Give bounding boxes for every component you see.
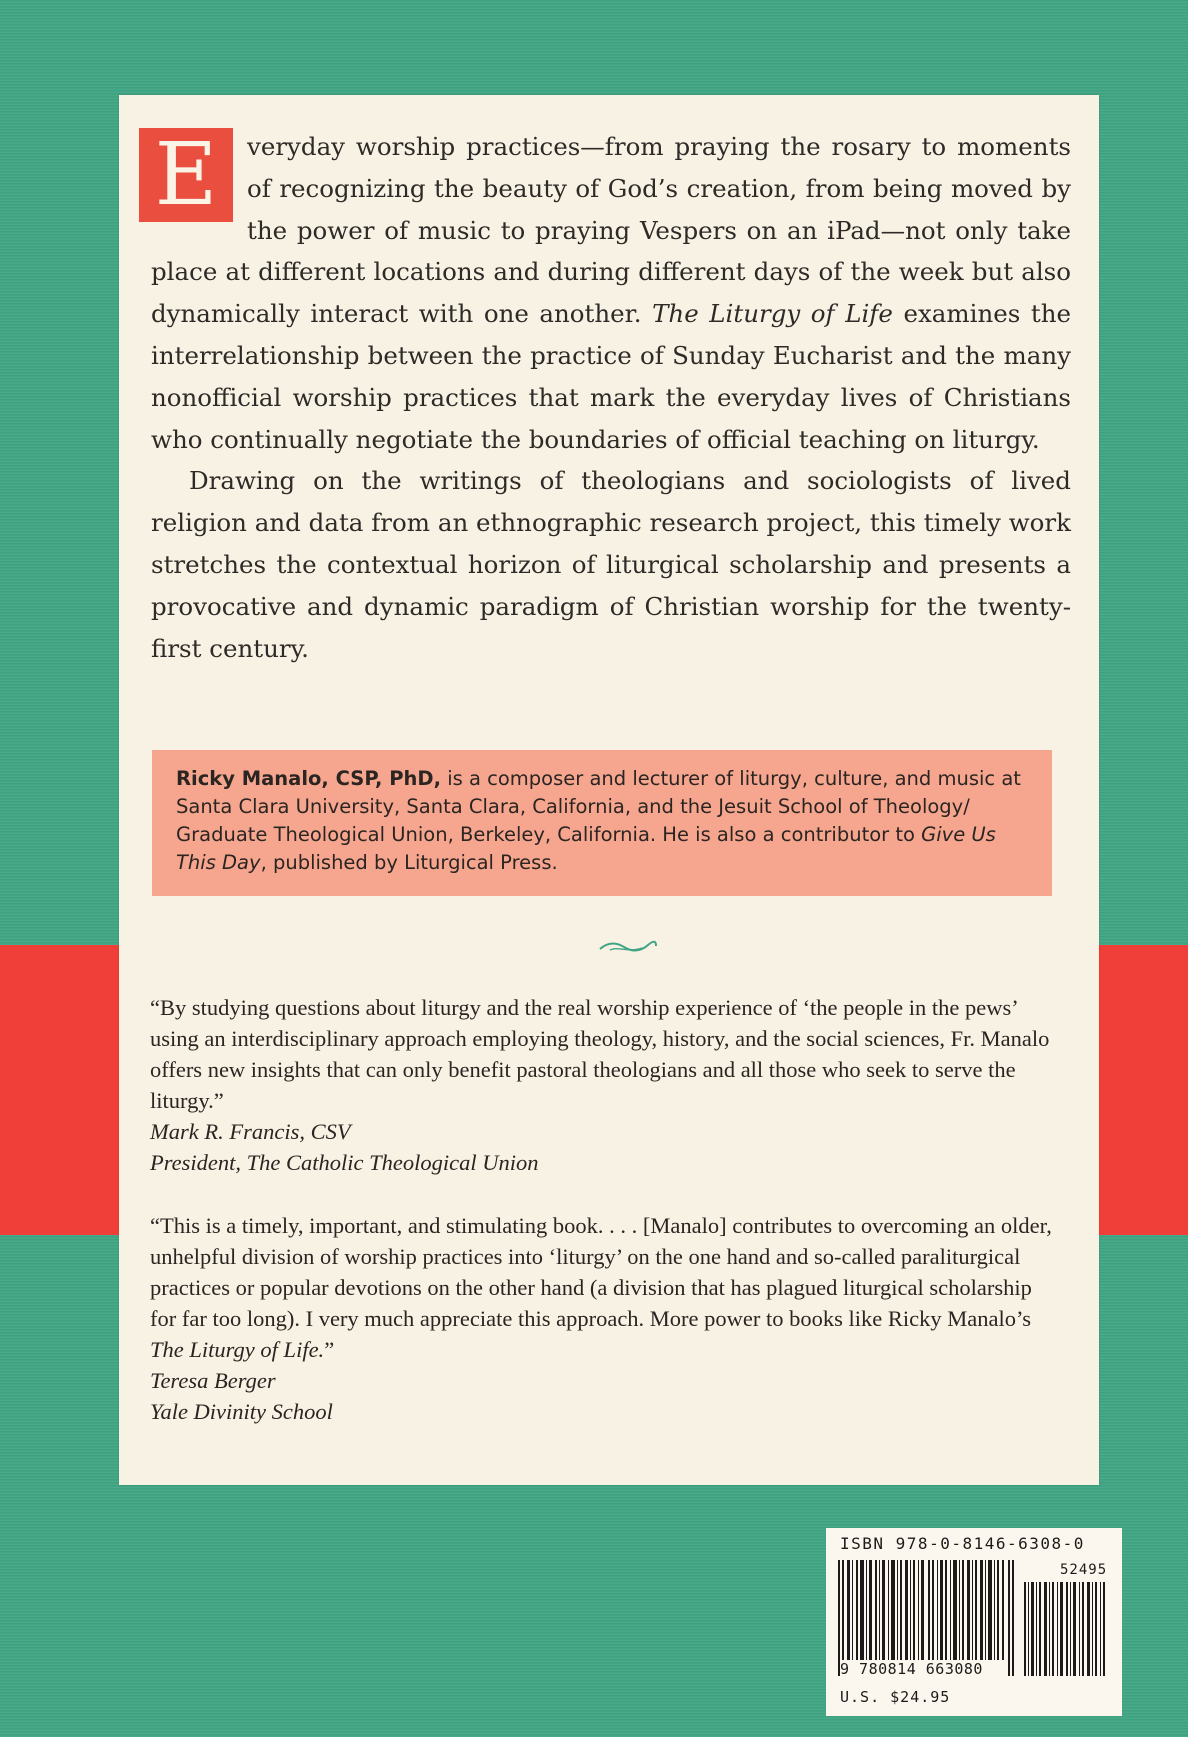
description-paragraph-1 [151,126,1071,460]
isbn-barcode [826,1528,1122,1716]
author-name: Ricky Manalo, CSP, PhD, [176,767,442,790]
quote-1-text: “By studying questions about liturgy and the real worship experience of ‘the people in the pews’ using an interdisciplinary approach employing theology, history, and the social sciences, Fr. Manalo offers new insights that can only benefit pastoral theologians and all those who seek to serve the liturgy.” [150,995,1050,1113]
book-title-italic: The Liturgy of Life [652,299,893,329]
book-description [151,126,1071,669]
isbn-number: ISBN 978-0-8146-6308-0 [840,1534,1085,1553]
quote-2-end: ” [324,1337,335,1362]
author-bio-box [152,750,1052,896]
swash-ornament-icon [598,940,658,954]
price-label: U.S. $24.95 [840,1688,951,1706]
quote-2-book-title: The Liturgy of Life. [150,1337,325,1362]
publication-title: Give Us This Day [176,823,996,874]
description-p1-text: veryday worship practices—from praying the rosary to moments of recognizing the beauty of God’s creation, from being moved by the power of music to praying Vespers on an iPad—not only take place at different locations and during different days of the week but also dynamically interact with one another. [151,132,1071,329]
description-p1-rest: examines the interrelationship between the practice of Sunday Eucharist and the many nonofficial worship practices that mark the everyday lives of Christians who continually negotiate the boundaries of official teaching on liturgy. [151,299,1071,454]
quote-2-affiliation: Yale Divinity School [150,1399,333,1424]
author-bio: is a composer and lecturer of liturgy, culture, and music at Santa Clara University, Santa Clara, California, and the Jesuit School of Theology/ Graduate Theological Union, Berkeley, California. He is also a contributor to [176,767,1021,846]
barcode-digits: 9 780814 663080 [840,1660,983,1678]
endorsement-quote-2 [150,1210,1060,1427]
drop-cap: E [139,128,233,222]
quote-1-affiliation: President, The Catholic Theological Union [150,1150,539,1175]
quote-2-name: Teresa Berger [150,1368,276,1393]
barcode-addon-digits: 52495 [1060,1562,1108,1578]
quote-2-text: “This is a timely, important, and stimulating book. . . . [Manalo] contributes to overcoming an older, unhelpful division of worship practices into ‘liturgy’ on the one hand and so-called paraliturgical practices or popular devotions on the other hand (a division that has plagued liturgical scholarship for far too long). I very much appreciate this approach. More power to books like Ricky Manalo’s [150,1213,1052,1331]
quote-2-text-block [150,1210,1060,1365]
author-bio-end: , published by Liturgical Press. [260,851,558,874]
quote-1-name: Mark R. Francis, CSV [150,1119,351,1144]
endorsement-quote-1 [150,992,1060,1178]
description-paragraph-2: Drawing on the writings of theologians and sociologists of lived religion and data from an ethnographic research project, this timely work stretches the contextual horizon of liturgical scholarship and presents a provocative and dynamic paradigm of Christian worship for the twenty-first century. [151,466,1071,663]
